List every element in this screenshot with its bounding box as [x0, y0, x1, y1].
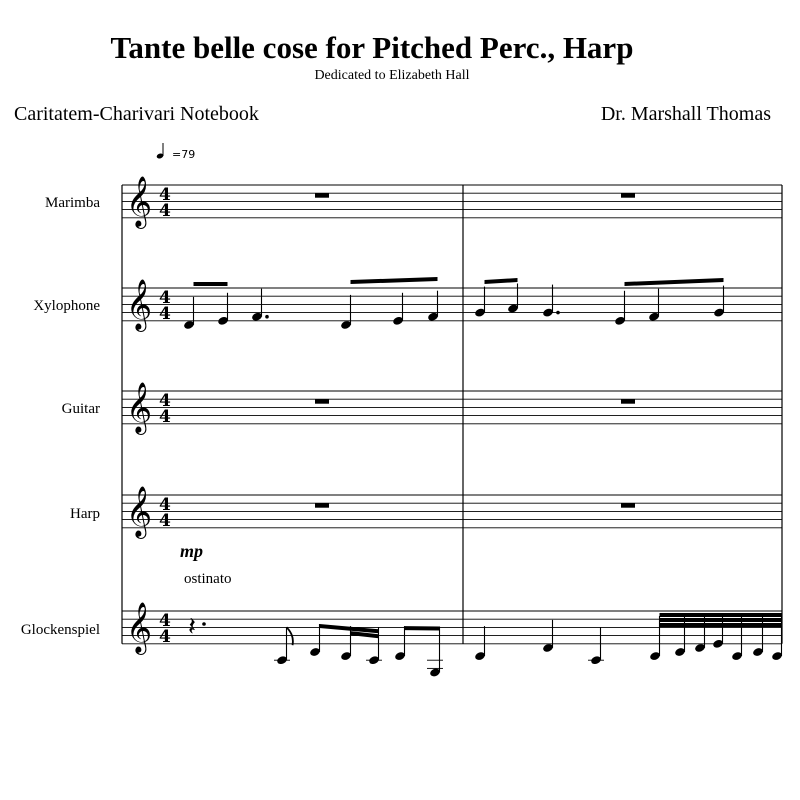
time-signature-denominator: 4	[159, 627, 171, 647]
treble-clef-icon: 𝄞	[126, 176, 153, 227]
treble-clef-icon: 𝄞	[126, 602, 153, 653]
note-beam	[351, 277, 438, 284]
staff	[122, 176, 782, 229]
whole-rest-icon	[621, 399, 635, 404]
instrument-label-marimba: Marimba	[45, 195, 100, 211]
staff	[122, 486, 782, 539]
treble-clef-icon: 𝄞	[126, 279, 153, 330]
instrument-label-harp: Harp	[70, 506, 100, 522]
time-signature-numerator: 4	[159, 611, 171, 631]
staff	[122, 382, 782, 435]
time-signature-denominator: 4	[159, 407, 171, 427]
whole-rest-icon	[621, 193, 635, 198]
time-signature-numerator: 4	[159, 391, 171, 411]
instrument-label-glockenspiel: Glockenspiel	[20, 622, 100, 638]
page-title: Tante belle cose for Pitched Perc., Harp	[110, 30, 634, 65]
note-beam	[320, 624, 379, 633]
note-beam	[625, 278, 724, 286]
note-beam	[194, 282, 228, 286]
collection-name: Caritatem-Charivari Notebook	[14, 103, 259, 125]
dedication: Dedicated to Elizabeth Hall	[314, 68, 470, 83]
whole-rest-icon	[315, 193, 329, 198]
composer-name: Dr. Marshall Thomas	[600, 103, 771, 125]
technique-text: ostinato	[184, 571, 232, 587]
note-beam	[405, 626, 440, 630]
time-signature-denominator: 4	[159, 511, 171, 531]
note-beam	[660, 623, 782, 627]
staff	[122, 602, 782, 655]
augmentation-dot	[556, 311, 560, 315]
whole-rest-icon	[315, 503, 329, 508]
treble-clef-icon: 𝄞	[126, 382, 153, 433]
note-beam	[660, 613, 782, 617]
note-flag	[287, 627, 293, 645]
time-signature-denominator: 4	[159, 304, 171, 324]
augmentation-dot	[265, 315, 269, 319]
treble-clef-icon: 𝄞	[126, 486, 153, 537]
note-beam	[485, 278, 518, 284]
dynamic-marking: mp	[180, 541, 204, 561]
whole-rest-icon	[621, 503, 635, 508]
time-signature-numerator: 4	[159, 495, 171, 515]
time-signature-numerator: 4	[159, 288, 171, 308]
whole-rest-icon	[315, 399, 329, 404]
instrument-label-xylophone: Xylophone	[33, 298, 100, 314]
instrument-label-guitar: Guitar	[61, 401, 100, 417]
time-signature-numerator: 4	[159, 185, 171, 205]
note-beam	[660, 618, 782, 622]
tempo-marking: =79	[172, 148, 196, 161]
time-signature-denominator: 4	[159, 201, 171, 221]
augmentation-dot	[202, 622, 206, 626]
quarter-rest-icon: 𝄽	[188, 612, 196, 642]
